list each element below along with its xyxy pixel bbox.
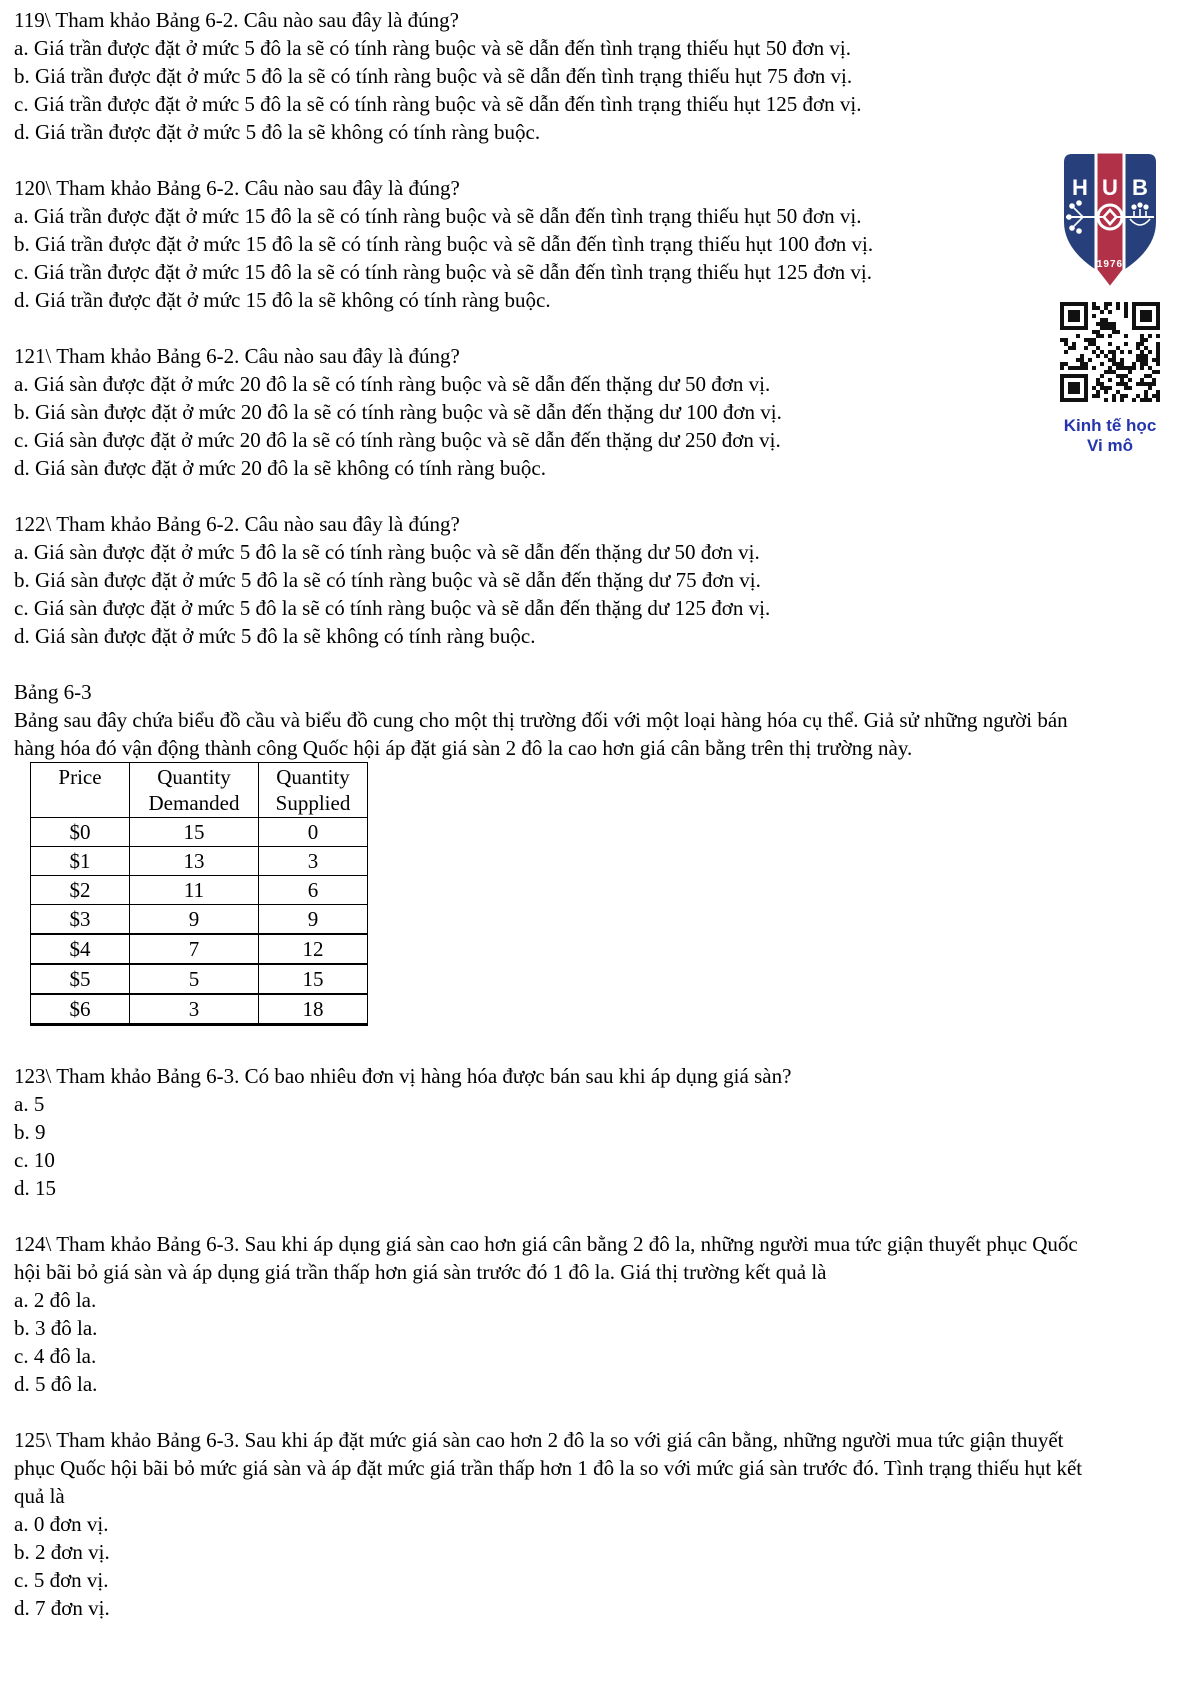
quantity-demanded-cell: 11 <box>130 876 259 905</box>
answer-option: b. Giá sàn được đặt ở mức 5 đô la sẽ có tính ràng buộc và sẽ dẫn đến thặng dư 75 đơn vị. <box>14 568 761 592</box>
quantity-supplied-cell: 0 <box>259 818 368 847</box>
quantity-supplied-cell: 15 <box>259 964 368 994</box>
table-header-row <box>31 763 368 818</box>
question-123 <box>14 1062 1086 1202</box>
table-6-3-title: Bảng 6-3 <box>14 680 92 704</box>
supply-demand-table <box>30 762 368 1026</box>
column-header-quantity-demanded: Quantity Demanded <box>130 763 259 818</box>
answer-option: a. Giá sàn được đặt ở mức 20 đô la sẽ có tính ràng buộc và sẽ dẫn đến thặng dư 50 đơn vị. <box>14 372 771 396</box>
price-cell: $4 <box>31 934 130 964</box>
question-119 <box>14 6 1086 146</box>
column-header-price: Price <box>31 763 130 818</box>
answer-option: b. 9 <box>14 1120 46 1144</box>
answer-option: a. Giá trần được đặt ở mức 15 đô la sẽ có tính ràng buộc và sẽ dẫn đến tình trạng thiếu hụt 50 đơn vị. <box>14 204 862 228</box>
table-row <box>31 818 368 847</box>
answer-option: c. 10 <box>14 1148 55 1172</box>
question-prompt: 124\ Tham khảo Bảng 6-3. Sau khi áp dụng giá sàn cao hơn giá cân bằng 2 đô la, những người mua tức giận thuyết phục Quốc hội bãi bỏ giá sàn và áp dụng giá trần thấp hơn giá sàn trước đó 1 đô la. Giá thị trường kết quả là <box>14 1232 1078 1284</box>
answer-option: d. 7 đơn vị. <box>14 1596 110 1620</box>
question-prompt: 125\ Tham khảo Bảng 6-3. Sau khi áp đặt mức giá sàn cao hơn 2 đô la so với giá cân bằng, những người mua tức giận thuyết phục Quốc hội bãi bỏ mức giá sàn và áp đặt mức giá trần thấp hơn 1 đô la so với mức giá sàn trước đó. Tình trạng thiếu hụt kết quả là <box>14 1428 1083 1508</box>
question-122 <box>14 510 1086 650</box>
price-cell: $6 <box>31 994 130 1025</box>
quantity-demanded-cell: 15 <box>130 818 259 847</box>
answer-option: a. 0 đơn vị. <box>14 1512 109 1536</box>
table-row <box>31 876 368 905</box>
answer-option: c. 5 đơn vị. <box>14 1568 109 1592</box>
branding-sidebar <box>1056 148 1164 456</box>
answer-option: a. 5 <box>14 1092 45 1116</box>
answer-option: b. 2 đơn vị. <box>14 1540 110 1564</box>
course-caption <box>1064 416 1157 456</box>
logo-letter-u: U <box>1102 175 1118 200</box>
answer-option: a. 2 đô la. <box>14 1288 97 1312</box>
price-cell: $0 <box>31 818 130 847</box>
table-row <box>31 905 368 935</box>
quantity-demanded-cell: 3 <box>130 994 259 1025</box>
answer-option: d. Giá trần được đặt ở mức 15 đô la sẽ không có tính ràng buộc. <box>14 288 551 312</box>
price-cell: $2 <box>31 876 130 905</box>
quantity-supplied-cell: 18 <box>259 994 368 1025</box>
question-prompt: 123\ Tham khảo Bảng 6-3. Có bao nhiêu đơn vị hàng hóa được bán sau khi áp dụng giá sàn? <box>14 1064 792 1088</box>
answer-option: d. Giá sàn được đặt ở mức 20 đô la sẽ không có tính ràng buộc. <box>14 456 546 480</box>
quantity-demanded-cell: 9 <box>130 905 259 935</box>
question-121 <box>14 342 1086 482</box>
qr-code <box>1060 302 1160 409</box>
column-header-quantity-supplied: Quantity Supplied <box>259 763 368 818</box>
question-124 <box>14 1230 1086 1398</box>
quantity-supplied-cell: 12 <box>259 934 368 964</box>
course-caption-line1: Kinh tế học <box>1063 416 1157 435</box>
quantity-demanded-cell: 7 <box>130 934 259 964</box>
logo-letter-b: B <box>1132 175 1148 200</box>
answer-option: d. 5 đô la. <box>14 1372 98 1396</box>
logo-year: 1976 <box>1096 259 1124 270</box>
table-row <box>31 994 368 1025</box>
question-prompt: 119\ Tham khảo Bảng 6-2. Câu nào sau đây là đúng? <box>14 8 459 32</box>
quantity-supplied-cell: 9 <box>259 905 368 935</box>
answer-option: a. Giá sàn được đặt ở mức 5 đô la sẽ có tính ràng buộc và sẽ dẫn đến thặng dư 50 đơn vị. <box>14 540 760 564</box>
answer-option: c. Giá trần được đặt ở mức 5 đô la sẽ có tính ràng buộc và sẽ dẫn đến tình trạng thiếu hụt 125 đơn vị. <box>14 92 862 116</box>
table-row <box>31 934 368 964</box>
price-cell: $1 <box>31 847 130 876</box>
quantity-demanded-cell: 5 <box>130 964 259 994</box>
question-120 <box>14 174 1086 314</box>
hub-university-logo <box>1060 148 1160 292</box>
question-prompt: 122\ Tham khảo Bảng 6-2. Câu nào sau đây là đúng? <box>14 512 460 536</box>
question-prompt: 120\ Tham khảo Bảng 6-2. Câu nào sau đây là đúng? <box>14 176 460 200</box>
quantity-demanded-cell: 13 <box>130 847 259 876</box>
answer-option: c. Giá sàn được đặt ở mức 5 đô la sẽ có tính ràng buộc và sẽ dẫn đến thặng dư 125 đơn vị. <box>14 596 771 620</box>
course-caption-line2: Vi mô <box>1087 436 1133 455</box>
question-125 <box>14 1426 1086 1622</box>
quantity-supplied-cell: 6 <box>259 876 368 905</box>
table-6-3-section <box>14 678 1086 1026</box>
logo-letter-h: H <box>1072 175 1088 200</box>
answer-option: c. Giá sàn được đặt ở mức 20 đô la sẽ có tính ràng buộc và sẽ dẫn đến thặng dư 250 đơn vị. <box>14 428 781 452</box>
price-cell: $3 <box>31 905 130 935</box>
table-row <box>31 964 368 994</box>
price-cell: $5 <box>31 964 130 994</box>
answer-option: d. Giá sàn được đặt ở mức 5 đô la sẽ không có tính ràng buộc. <box>14 624 536 648</box>
table-6-3-intro: Bảng sau đây chứa biểu đồ cầu và biểu đồ cung cho một thị trường đối với một loại hàng hóa cụ thể. Giả sử những người bán hàng hóa đó vận động thành công Quốc hội áp đặt giá sàn 2 đô la cao hơn giá cân bằng trên thị trường này. <box>14 708 1068 760</box>
answer-option: c. 4 đô la. <box>14 1344 97 1368</box>
answer-option: c. Giá trần được đặt ở mức 15 đô la sẽ có tính ràng buộc và sẽ dẫn đến tình trạng thiếu hụt 125 đơn vị. <box>14 260 872 284</box>
qr-code-image <box>1060 302 1160 402</box>
answer-option: d. 15 <box>14 1176 56 1200</box>
quantity-supplied-cell: 3 <box>259 847 368 876</box>
answer-option: a. Giá trần được đặt ở mức 5 đô la sẽ có tính ràng buộc và sẽ dẫn đến tình trạng thiếu hụt 50 đơn vị. <box>14 36 851 60</box>
answer-option: d. Giá trần được đặt ở mức 5 đô la sẽ không có tính ràng buộc. <box>14 120 541 144</box>
question-prompt: 121\ Tham khảo Bảng 6-2. Câu nào sau đây là đúng? <box>14 344 460 368</box>
question-list <box>14 6 1086 1650</box>
answer-option: b. Giá sàn được đặt ở mức 20 đô la sẽ có tính ràng buộc và sẽ dẫn đến thặng dư 100 đơn vị. <box>14 400 782 424</box>
table-row <box>31 847 368 876</box>
answer-option: b. 3 đô la. <box>14 1316 98 1340</box>
answer-option: b. Giá trần được đặt ở mức 5 đô la sẽ có tính ràng buộc và sẽ dẫn đến tình trạng thiếu hụt 75 đơn vị. <box>14 64 853 88</box>
answer-option: b. Giá trần được đặt ở mức 15 đô la sẽ có tính ràng buộc và sẽ dẫn đến tình trạng thiếu hụt 100 đơn vị. <box>14 232 874 256</box>
